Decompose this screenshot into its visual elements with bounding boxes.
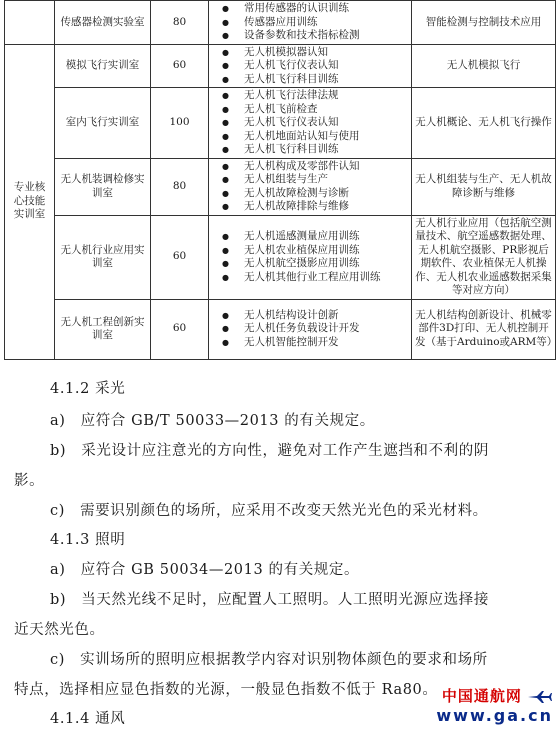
category-cell-empty bbox=[5, 1, 55, 45]
training-items-cell bbox=[209, 88, 412, 159]
lab-name-cell: 传感器检测实验室 bbox=[55, 1, 151, 45]
list-item: ● 无人机飞行科目训练 bbox=[222, 143, 408, 157]
list-item: ● 无人机任务负载设计开发 bbox=[222, 322, 408, 336]
table-row bbox=[5, 44, 556, 88]
lab-name-cell: 无人机工程创新实训室 bbox=[55, 299, 151, 359]
list-item: ● 无人机构成及零部件认知 bbox=[222, 160, 408, 174]
training-items-cell bbox=[209, 158, 412, 215]
lab-table-container bbox=[0, 0, 559, 360]
list-item: ● 无人机农业植保应用训练 bbox=[222, 244, 408, 258]
list-item: ● 无人机故障检测与诊断 bbox=[222, 187, 408, 201]
airplane-icon bbox=[527, 690, 553, 704]
training-items-list bbox=[212, 309, 408, 350]
list-item: ● 无人机飞行法律法规 bbox=[222, 89, 408, 103]
lab-area-cell: 80 bbox=[151, 158, 209, 215]
section-4-1-3-c-line1: c) 实训场所的照明应根据教学内容对识别物体颜色的要求和场所 bbox=[50, 652, 488, 668]
list-item: ● 设备参数和技术指标检测 bbox=[222, 29, 408, 43]
list-item: ● 传感器应用训练 bbox=[222, 16, 408, 30]
direction-cell: 智能检测与控制技术应用 bbox=[412, 1, 556, 45]
section-4-1-2-heading: 4.1.2 采光 bbox=[50, 381, 126, 397]
lab-area-cell: 60 bbox=[151, 215, 209, 299]
watermark-url: www.ga.cn bbox=[436, 706, 553, 725]
lab-name-cell: 模拟飞行实训室 bbox=[55, 44, 151, 88]
section-4-1-2-b-line2: 影。 bbox=[14, 473, 45, 489]
training-items-cell bbox=[209, 215, 412, 299]
section-4-1-2-c: c) 需要识别颜色的场所，应采用不改变天然光光色的采光材料。 bbox=[50, 503, 488, 519]
section-4-1-3-heading: 4.1.3 照明 bbox=[50, 532, 126, 548]
section-4-1-2-b-line1: b) 采光设计应注意光的方向性，避免对工作产生遮挡和不利的阴 bbox=[50, 443, 489, 459]
lab-area-cell: 60 bbox=[151, 299, 209, 359]
lab-name-cell: 无人机行业应用实训室 bbox=[55, 215, 151, 299]
watermark-logo bbox=[436, 685, 553, 725]
list-item: ● 无人机其他行业工程应用训练 bbox=[222, 271, 408, 285]
list-item: ● 无人机飞行仪表认知 bbox=[222, 116, 408, 130]
list-item: ● 无人机飞行仪表认知 bbox=[222, 59, 408, 73]
section-4-1-3-c-line2: 特点，选择相应显色指数的光源，一般显色指数不低于 Ra80。 bbox=[14, 682, 438, 698]
direction-cell: 无人机模拟飞行 bbox=[412, 44, 556, 88]
direction-cell: 无人机组装与生产、无人机故障诊断与维修 bbox=[412, 158, 556, 215]
list-item: ● 无人机遥感测量应用训练 bbox=[222, 230, 408, 244]
lab-area-cell: 60 bbox=[151, 44, 209, 88]
direction-cell: 无人机行业应用（包括航空测量技术、航空遥感数据处理、无人机航空摄影、PR影视后期软件、农业植保无人机操作、无人机农业遥感数据采集等对应方向） bbox=[412, 215, 556, 299]
list-item: ● 无人机结构设计创新 bbox=[222, 309, 408, 323]
watermark-text-cn: 中国通航网 bbox=[441, 687, 522, 705]
list-item: ● 无人机航空摄影应用训练 bbox=[222, 257, 408, 271]
category-cell: 专业核心技能实训室 bbox=[5, 44, 55, 359]
section-4-1-2-a: a) 应符合 GB/T 50033—2013 的有关规定。 bbox=[50, 413, 375, 429]
section-4-1-3-b-line2: 近天然光色。 bbox=[14, 622, 105, 638]
list-item: ● 无人机飞前检查 bbox=[222, 103, 408, 117]
list-item: ● 无人机地面站认知与使用 bbox=[222, 130, 408, 144]
section-4-1-4-heading: 4.1.4 通风 bbox=[50, 711, 126, 727]
lab-area-cell: 100 bbox=[151, 88, 209, 159]
training-items-cell bbox=[209, 44, 412, 88]
training-items-list bbox=[212, 160, 408, 214]
table-row bbox=[5, 299, 556, 359]
list-item: ● 无人机智能控制开发 bbox=[222, 336, 408, 350]
lab-area-cell: 80 bbox=[151, 1, 209, 45]
table-row bbox=[5, 1, 556, 45]
list-item: ● 常用传感器的认识训练 bbox=[222, 2, 408, 16]
training-items-cell bbox=[209, 1, 412, 45]
table-row bbox=[5, 158, 556, 215]
lab-table bbox=[4, 0, 556, 360]
list-item: ● 无人机模拟器认知 bbox=[222, 46, 408, 60]
list-item: ● 无人机飞行科目训练 bbox=[222, 73, 408, 87]
list-item: ● 无人机故障排除与维修 bbox=[222, 200, 408, 214]
direction-cell: 无人机结构创新设计、机械零部件3D打印、无人机控制开发（基于Arduino或ARM等） bbox=[412, 299, 556, 359]
section-4-1-3-b-line1: b) 当天然光线不足时，应配置人工照明。人工照明光源应选择接 bbox=[50, 592, 489, 608]
direction-cell: 无人机概论、无人机飞行操作 bbox=[412, 88, 556, 159]
list-item: ● 无人机组装与生产 bbox=[222, 173, 408, 187]
lab-name-cell: 室内飞行实训室 bbox=[55, 88, 151, 159]
table-row bbox=[5, 215, 556, 299]
training-items-list bbox=[212, 89, 408, 157]
training-items-cell bbox=[209, 299, 412, 359]
lab-name-cell: 无人机装调检修实训室 bbox=[55, 158, 151, 215]
training-items-list bbox=[212, 2, 408, 43]
training-items-list bbox=[212, 230, 408, 284]
section-4-1-3-a: a) 应符合 GB 50034—2013 的有关规定。 bbox=[50, 562, 360, 578]
table-row bbox=[5, 88, 556, 159]
training-items-list bbox=[212, 46, 408, 87]
